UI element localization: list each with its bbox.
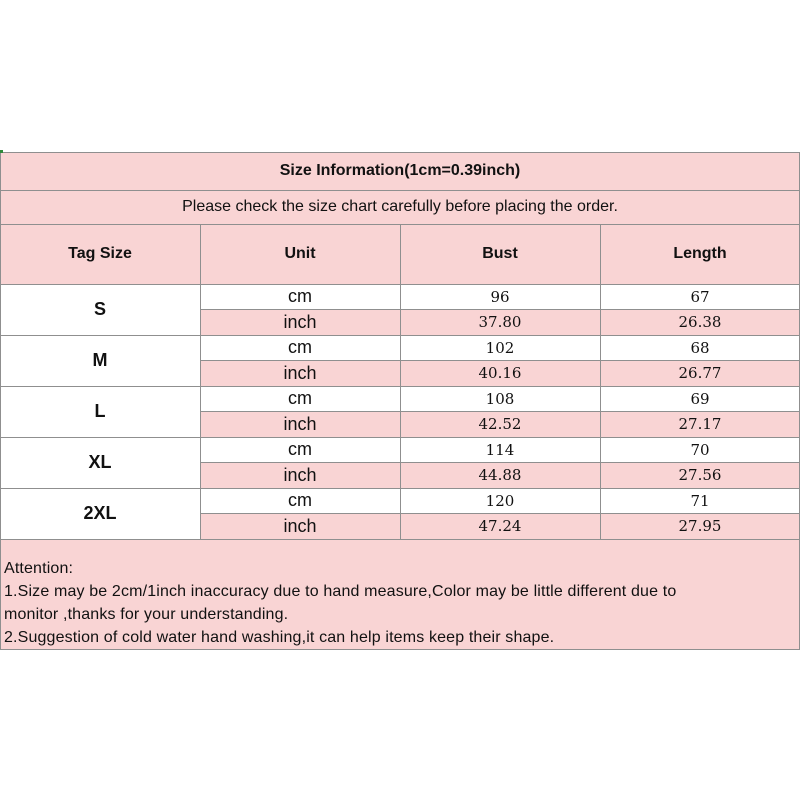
grid-line [600, 224, 601, 539]
column-header-length: Length [600, 224, 800, 284]
length-cell: 69 [600, 386, 800, 411]
grid-line [0, 190, 800, 191]
grid-line [200, 411, 800, 412]
note-line: 1.Size may be 2cm/1inch inaccuracy due to hand measure,Color may be little different due to [4, 583, 677, 600]
tag-size-cell: L [94, 401, 106, 421]
grid-line [0, 649, 800, 650]
length-cell: 70 [600, 437, 800, 462]
bust-cell: 102 [400, 335, 600, 360]
length-cell: 67 [600, 284, 800, 309]
length-cell: 27.95 [600, 513, 800, 539]
unit-cell: cm [200, 437, 400, 462]
bust-cell: 47.24 [400, 513, 600, 539]
tag-size-cell: 2XL [83, 503, 117, 523]
unit-cell: inch [200, 513, 400, 539]
bust-cell: 44.88 [400, 462, 600, 488]
column-header-bust: Bust [400, 224, 600, 284]
tag-size-cell: XL [88, 452, 112, 472]
unit-cell: cm [200, 488, 400, 513]
unit-cell: cm [200, 284, 400, 309]
attention-heading: Attention: [4, 560, 74, 577]
unit-cell: inch [200, 411, 400, 437]
size-chart-table [0, 152, 800, 650]
length-cell: 26.77 [600, 360, 800, 386]
grid-line [200, 360, 800, 361]
grid-line [0, 152, 1, 650]
length-cell: 71 [600, 488, 800, 513]
attention-notes [0, 539, 800, 650]
grid-line [0, 539, 800, 540]
length-cell: 68 [600, 335, 800, 360]
column-header-tag-size: Tag Size [0, 224, 200, 284]
bust-cell: 108 [400, 386, 600, 411]
corner-accent [0, 150, 3, 153]
bust-cell: 40.16 [400, 360, 600, 386]
column-header-unit: Unit [200, 224, 400, 284]
unit-cell: cm [200, 386, 400, 411]
unit-cell: inch [200, 462, 400, 488]
table-subtitle: Please check the size chart carefully before placing the order. [0, 190, 800, 224]
grid-line [200, 309, 800, 310]
note-line: 2.Suggestion of cold water hand washing,it can help items keep their shape. [4, 629, 555, 646]
bust-cell: 42.52 [400, 411, 600, 437]
grid-line [200, 462, 800, 463]
unit-cell: inch [200, 309, 400, 335]
grid-line [200, 224, 201, 539]
note-line: monitor ,thanks for your understanding. [4, 606, 289, 623]
bust-cell: 114 [400, 437, 600, 462]
length-cell: 26.38 [600, 309, 800, 335]
length-cell: 27.17 [600, 411, 800, 437]
bust-cell: 37.80 [400, 309, 600, 335]
length-cell: 27.56 [600, 462, 800, 488]
grid-line [400, 224, 401, 539]
tag-size-cell: S [93, 299, 106, 319]
grid-line [200, 513, 800, 514]
unit-cell: inch [200, 360, 400, 386]
table-title: Size Information(1cm=0.39inch) [0, 152, 800, 190]
bust-cell: 96 [400, 284, 600, 309]
unit-cell: cm [200, 335, 400, 360]
bust-cell: 120 [400, 488, 600, 513]
tag-size-cell: M [92, 350, 108, 370]
grid-line [0, 152, 800, 153]
